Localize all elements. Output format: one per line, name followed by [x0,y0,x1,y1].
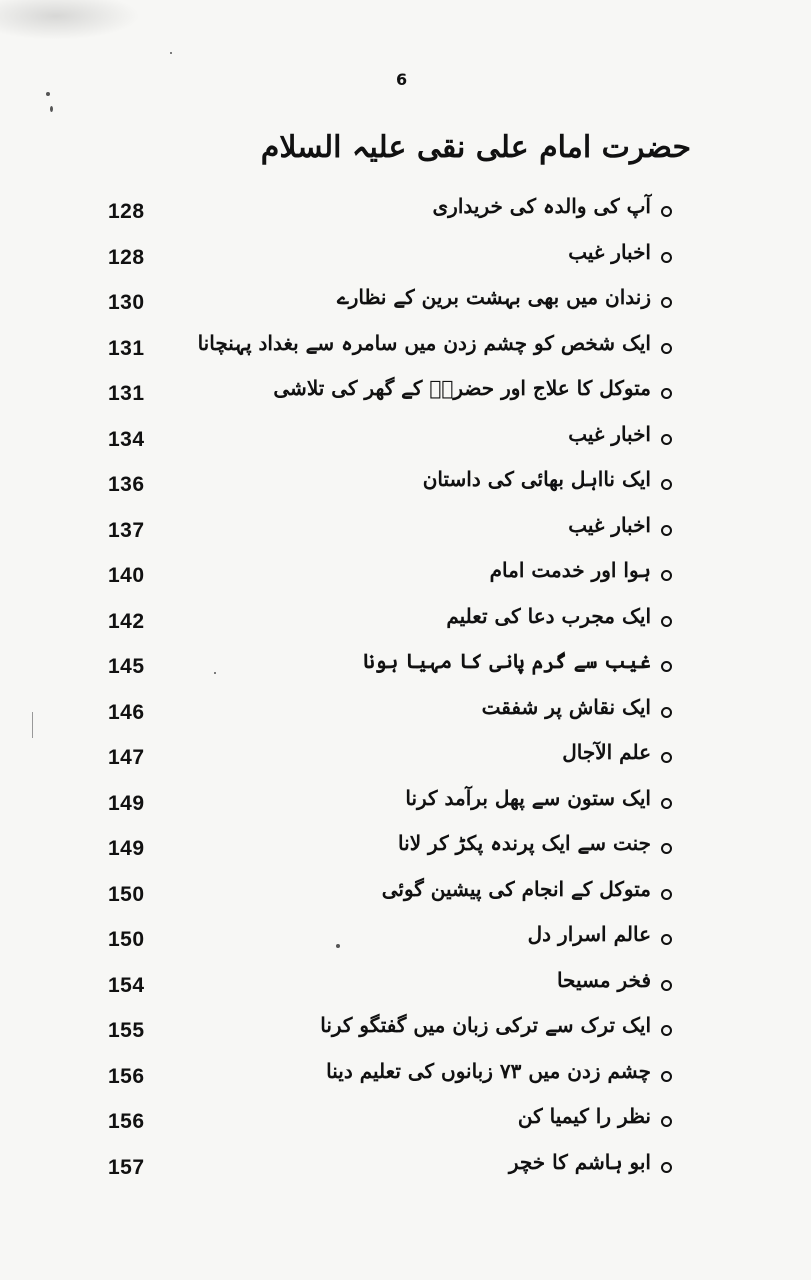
circle-bullet-icon [661,343,672,354]
circle-bullet-icon [661,434,672,445]
toc-entry-page-number: 131 [108,336,145,360]
toc-entry-page-number: 149 [108,837,145,860]
toc-entry-title: غیب سے گرم پانی کا مہیا ہونا [363,649,651,673]
circle-bullet-icon [661,525,672,536]
toc-entry-title: متوکل کا علاج اور حضرتؑ کے گھر کی تلاشی [273,376,651,400]
toc-entry [0,372,811,418]
toc-entry-title: فخر مسیحا [556,967,651,992]
toc-entry-title: آپ کی والدہ کی خریداری [432,194,651,218]
circle-bullet-icon [661,843,672,854]
toc-entry-page-number: 137 [108,518,145,542]
toc-entry-page-number: 131 [108,382,145,405]
section-title: حضرت امام علی نقی علیہ السلام [260,130,691,165]
toc-entry-title: ایک ترک سے ترکی زبان میں گفتگو کرنا [320,1013,651,1037]
toc-entry-title: عالم اسرار دل [527,922,651,946]
circle-bullet-icon [661,980,672,991]
toc-entry-page-number: 145 [108,655,145,678]
toc-entry [0,918,811,964]
toc-entry [0,554,811,600]
toc-entry [0,873,811,919]
circle-bullet-icon [661,934,672,945]
toc-entry [0,964,811,1010]
toc-entry-title: اخبار غیب [568,239,651,264]
toc-entry-page-number: 130 [108,291,145,314]
toc-entry-page-number: 136 [108,473,145,496]
toc-entry [0,236,811,282]
toc-entry-title: ایک شخص کو چشم زدن میں سامرہ سے بغداد پہنچانا [197,330,651,355]
toc-entry-page-number: 142 [108,609,145,633]
toc-entry [0,281,811,327]
circle-bullet-icon [661,388,672,399]
toc-entry [0,1146,811,1192]
circle-bullet-icon [661,889,672,900]
toc-entry-title: ایک نااہل بھائی کی داستان [422,467,651,491]
toc-entry-page-number: 149 [108,791,145,815]
toc-entry-title: ابو ہاشم کا خچر [508,1149,651,1174]
page-number: 6 [396,70,408,89]
circle-bullet-icon [661,252,672,263]
circle-bullet-icon [661,1116,672,1127]
toc-entry-page-number: 146 [108,700,145,724]
toc-entry [0,1055,811,1101]
toc-entry [0,691,811,737]
toc-entry-title: علم الآجال [562,740,651,764]
toc-entry-page-number: 134 [108,427,145,451]
table-of-contents [0,190,811,1191]
toc-entry-page-number: 156 [108,1110,145,1133]
toc-entry-page-number: 128 [108,200,145,223]
toc-entry [0,463,811,509]
toc-entry-title: متوکل کے انجام کی پیشین گوئی [381,876,651,901]
toc-entry [0,782,811,828]
toc-entry [0,600,811,646]
toc-entry-title: ہوا اور خدمت امام [489,558,651,582]
circle-bullet-icon [661,479,672,490]
toc-entry [0,1100,811,1146]
circle-bullet-icon [661,570,672,581]
toc-entry [0,1009,811,1055]
circle-bullet-icon [661,798,672,809]
toc-entry-page-number: 154 [108,973,145,997]
toc-entry-title: اخبار غیب [568,421,651,446]
toc-entry-title: چشم زدن میں ۷۳ زبانوں کی تعلیم دینا [326,1058,651,1083]
scan-speck [46,92,50,96]
circle-bullet-icon [661,1025,672,1036]
toc-entry [0,509,811,555]
toc-entry [0,327,811,373]
toc-entry-page-number: 140 [108,564,145,587]
toc-entry [0,190,811,236]
toc-entry-page-number: 150 [108,928,145,951]
scan-speck [170,52,172,54]
scan-smudge [0,0,140,40]
toc-entry-title: نظر را کیمیا کن [517,1104,651,1128]
toc-entry [0,736,811,782]
circle-bullet-icon [661,616,672,627]
toc-entry-page-number: 155 [108,1019,145,1042]
circle-bullet-icon [661,1071,672,1082]
toc-entry-title: اخبار غیب [568,512,651,537]
toc-entry-page-number: 157 [108,1155,145,1179]
toc-entry [0,827,811,873]
toc-entry-page-number: 128 [108,245,145,269]
circle-bullet-icon [661,1162,672,1173]
toc-entry-page-number: 147 [108,746,145,769]
toc-entry-title: ایک ستون سے پھل برآمد کرنا [405,785,651,810]
circle-bullet-icon [661,661,672,672]
toc-entry-page-number: 156 [108,1064,145,1088]
toc-entry [0,418,811,464]
circle-bullet-icon [661,752,672,763]
toc-entry-title: ایک مجرب دعا کی تعلیم [446,603,651,628]
circle-bullet-icon [661,206,672,217]
circle-bullet-icon [661,707,672,718]
toc-entry [0,645,811,691]
scan-speck [50,106,53,112]
circle-bullet-icon [661,297,672,308]
toc-entry-title: زندان میں بھی بہشت برین کے نظارے [336,285,651,309]
toc-entry-title: ایک نقاش پر شفقت [481,694,651,719]
toc-entry-page-number: 150 [108,882,145,906]
toc-entry-title: جنت سے ایک پرندہ پکڑ کر لانا [398,831,651,855]
